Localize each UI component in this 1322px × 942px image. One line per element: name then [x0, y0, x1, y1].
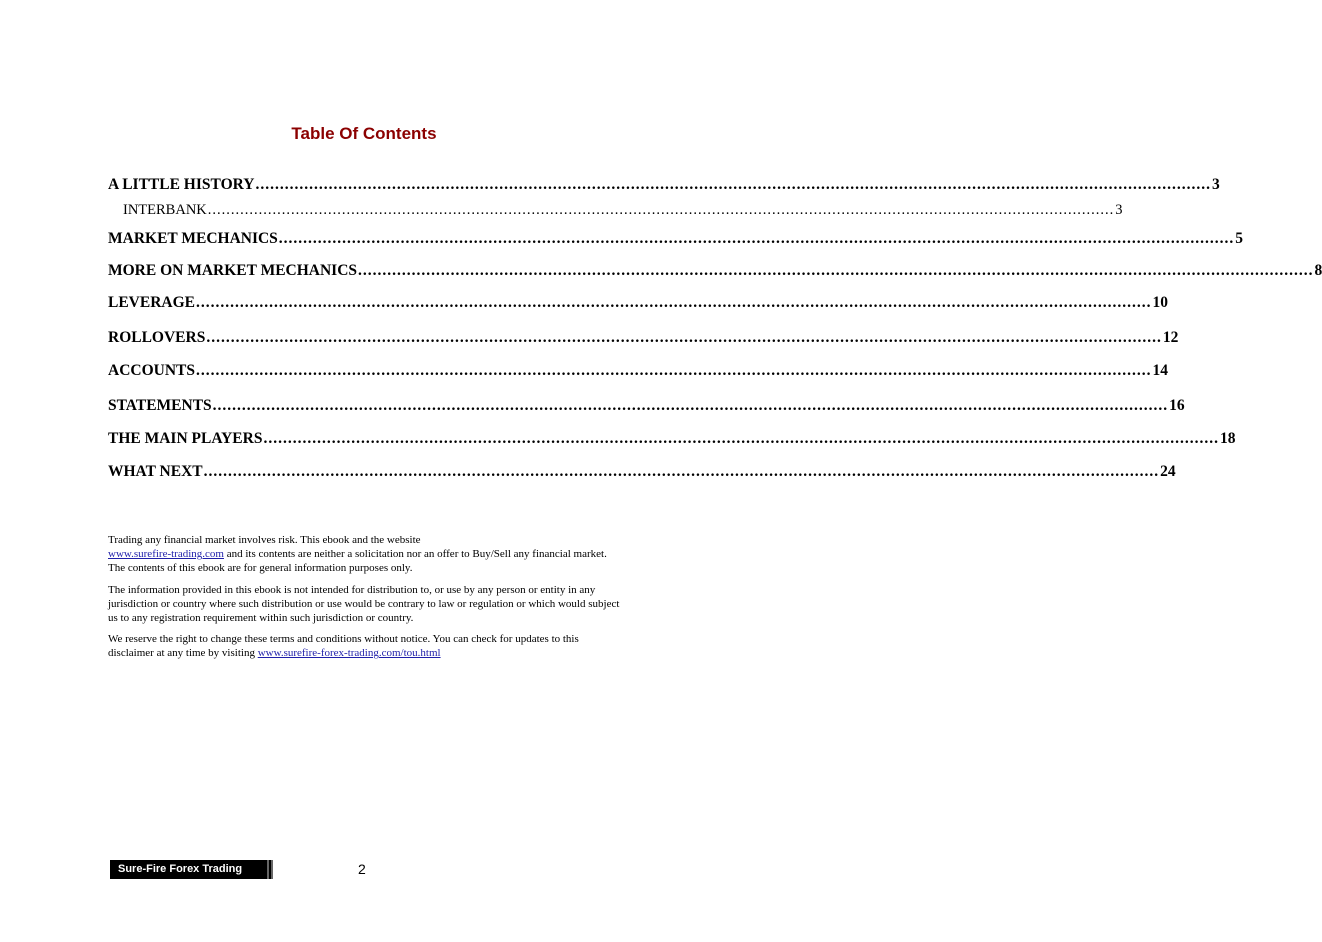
- toc-leader-dots: ....................................................................................................................................................................................................: [255, 176, 1211, 193]
- toc-entry-accounts[interactable]: [108, 362, 1168, 380]
- toc-entry-leverage[interactable]: [108, 294, 1168, 312]
- toc-entry-page: 10: [1152, 294, 1168, 311]
- toc-leader-dots: ....................................................................................................................................................................................................: [206, 329, 1162, 346]
- disclaimer-paragraph-terms: [108, 632, 623, 660]
- toc-entry-page: 5: [1235, 230, 1244, 247]
- toc-leader-dots: ....................................................................................................................................................................................................: [196, 294, 1152, 311]
- disclaimer-text: and its contents are neither a solicitation nor an offer to Buy/Sell any financial market. The contents of this ebook are for general information purposes only.: [108, 548, 607, 575]
- toc-entry-page: 8: [1314, 262, 1322, 279]
- toc-entry-label: A LITTLE HISTORY: [108, 176, 255, 193]
- toc-entry-page: 16: [1169, 397, 1185, 414]
- toc-entry-label: MARKET MECHANICS: [108, 230, 278, 247]
- toc-entry-label: LEVERAGE: [108, 294, 195, 311]
- disclaimer-text: We reserve the right to change these terms and conditions without notice. You can check for updates to this disclaimer at any time by visiting: [108, 633, 579, 660]
- toc-entry-rollovers[interactable]: [108, 329, 1179, 347]
- toc-leader-dots: ....................................................................................................................................................................................................: [278, 230, 1235, 247]
- toc-entry-label: ROLLOVERS: [108, 329, 206, 346]
- toc-entry-label: WHAT NEXT: [108, 463, 203, 480]
- toc-leader-dots: ....................................................................................................................................................................................................: [203, 463, 1160, 480]
- toc-title: Table Of Contents: [291, 124, 437, 143]
- surefire-trading-link[interactable]: www.surefire-trading.com: [108, 548, 224, 561]
- toc-entry-statements[interactable]: [108, 397, 1185, 415]
- toc-leader-dots: ....................................................................................................................................................................................................: [195, 362, 1152, 379]
- toc-leader-dots: ....................................................................................................................................................................................................: [207, 202, 1115, 218]
- footer-page-number: 2: [358, 861, 366, 877]
- toc-entry-page: 12: [1162, 329, 1179, 346]
- toc-entry-the-main-players[interactable]: [108, 430, 1236, 448]
- disclaimer-paragraph-distribution: The information provided in this ebook is not intended for distribution to, or use by any person or entity in any jurisdiction or country where such distribution or use would be contrary to law or regulation or which would subject us to any registration requirement within such jurisdiction or country.: [108, 583, 620, 625]
- toc-entry-label: ACCOUNTS: [108, 362, 195, 379]
- toc-entry-page: 24: [1160, 463, 1176, 480]
- toc-entry-page: 3: [1211, 176, 1220, 193]
- toc-leader-dots: ....................................................................................................................................................................................................: [212, 397, 1169, 414]
- toc-leader-dots: ....................................................................................................................................................................................................: [263, 430, 1219, 447]
- toc-entry-label: STATEMENTS: [108, 397, 212, 414]
- toc-entry-label: INTERBANK: [123, 202, 207, 218]
- toc-entry-page: 14: [1152, 362, 1168, 379]
- disclaimer: [108, 533, 623, 668]
- toc-leader-dots: ....................................................................................................................................................................................................: [358, 262, 1314, 279]
- toc-entry-label: MORE ON MARKET MECHANICS: [108, 262, 358, 279]
- footer-brand-badge: Sure-Fire Forex Trading: [110, 860, 273, 879]
- toc-entry-page: 18: [1219, 430, 1236, 447]
- terms-of-use-link[interactable]: www.surefire-forex-trading.com/tou.html: [257, 647, 441, 660]
- toc-entry-interbank[interactable]: [108, 202, 1123, 219]
- toc-entry-page: 3: [1115, 202, 1123, 218]
- toc-entry-market-mechanics[interactable]: [108, 230, 1244, 248]
- disclaimer-text: Trading any financial market involves risk. This ebook and the website: [108, 534, 421, 546]
- toc-entry-a-little-history[interactable]: [108, 176, 1220, 194]
- toc-entry-what-next[interactable]: [108, 463, 1176, 481]
- toc-entry-more-on-market-mechanics[interactable]: [108, 262, 1322, 280]
- disclaimer-paragraph-risk: [108, 533, 623, 576]
- toc-entry-label: THE MAIN PLAYERS: [108, 430, 263, 447]
